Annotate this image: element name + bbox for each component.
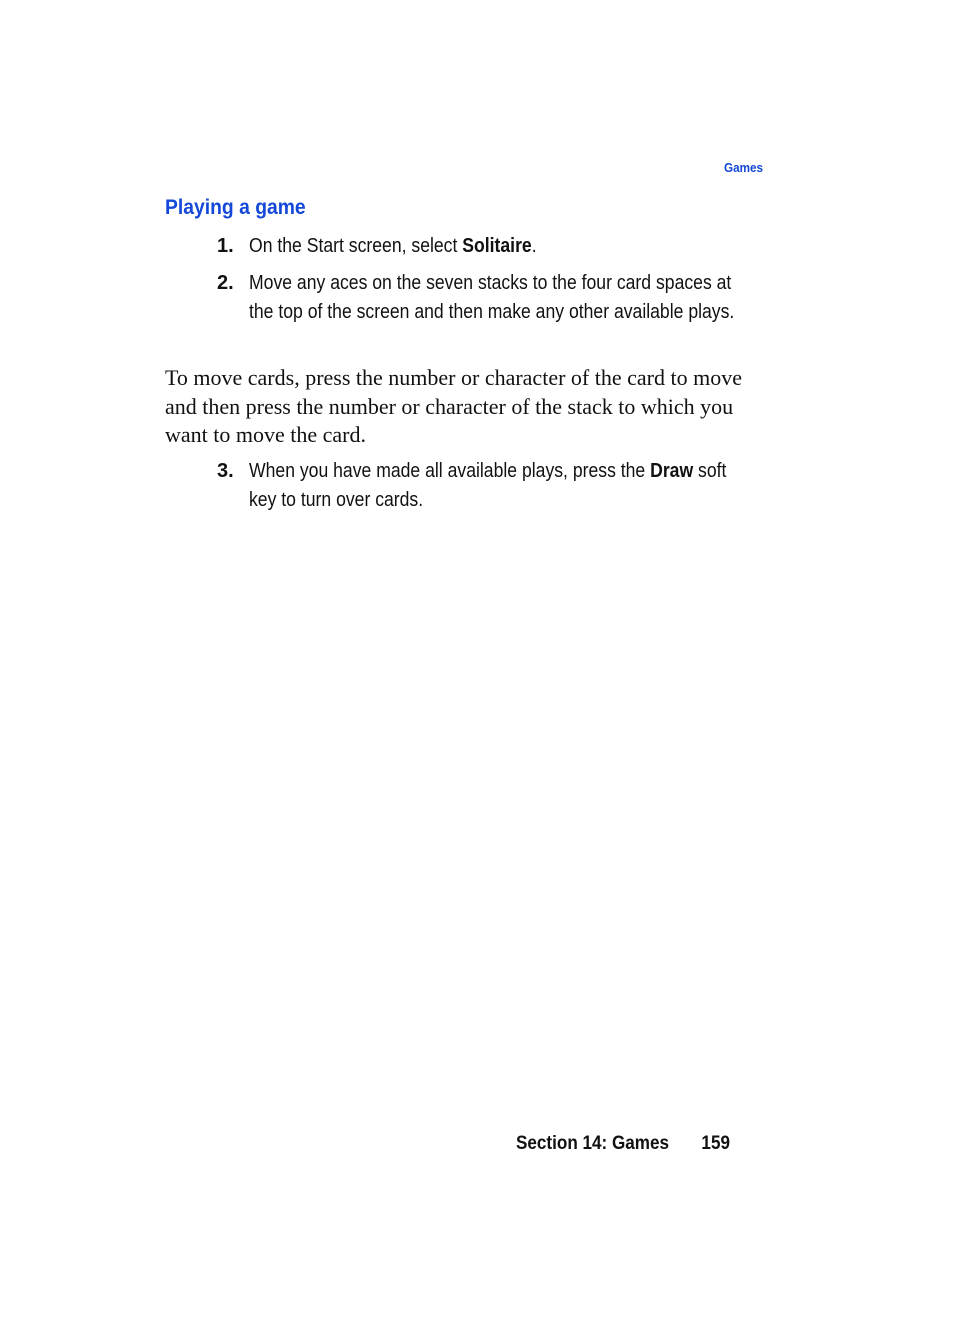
step-number: 3. xyxy=(217,460,234,482)
step-text xyxy=(249,457,751,514)
step-keyword: Solitaire xyxy=(462,235,532,257)
page-footer xyxy=(516,1133,730,1155)
footer-section-label: Section 14: Games xyxy=(516,1133,670,1154)
step-keyword: Draw xyxy=(650,460,694,482)
step-text-part: On the Start screen, select xyxy=(249,235,463,257)
body-paragraph: To move cards, press the number or character of the card to move and then press the number or character of the stack to which you want to move the card. xyxy=(165,365,742,447)
step-number: 2. xyxy=(217,272,234,294)
running-header: Games xyxy=(723,160,763,175)
step-text: Move any aces on the seven stacks to the four card spaces at the top of the screen and then make any other available plays. xyxy=(249,272,735,323)
page-number: 159 xyxy=(701,1133,730,1154)
step-text xyxy=(249,232,751,261)
step-text-part: When you have made all available plays, press the xyxy=(249,460,651,482)
step-text-part: soft key to turn over cards. xyxy=(249,460,727,511)
section-heading: Playing a game xyxy=(165,196,306,219)
step-text-part: . xyxy=(531,235,537,257)
step-number: 1. xyxy=(217,235,234,257)
